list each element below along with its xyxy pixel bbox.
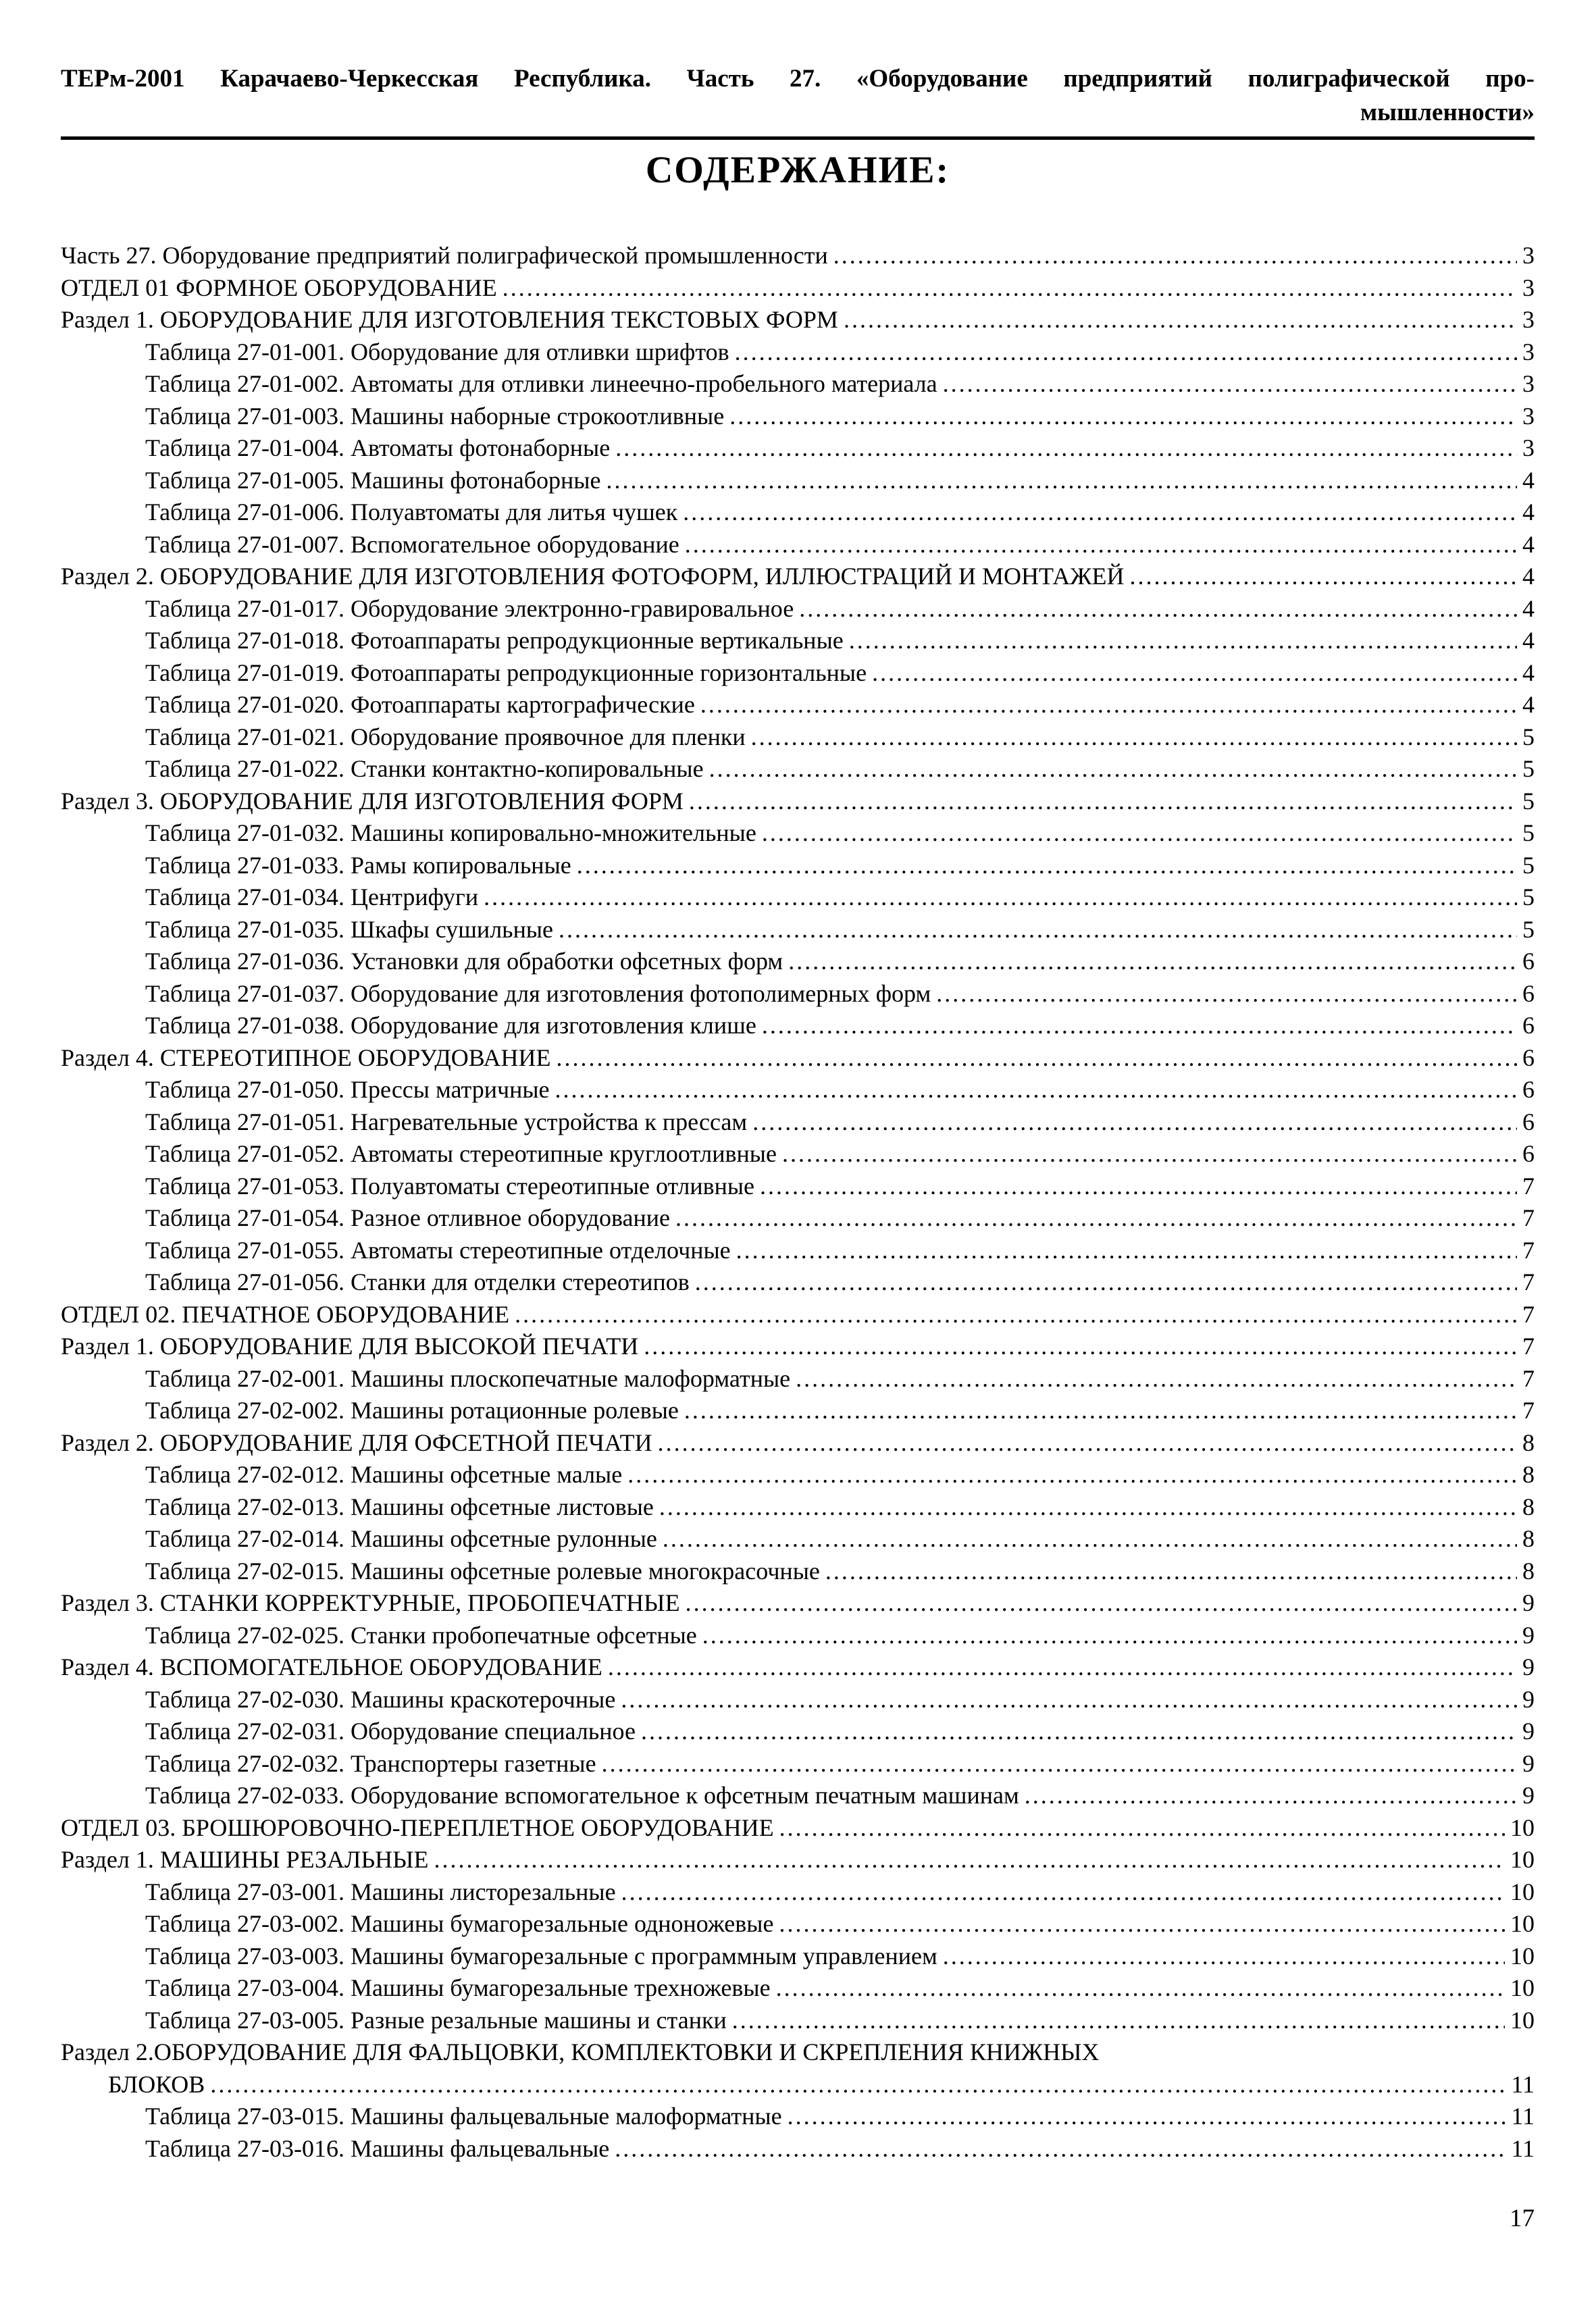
table-of-contents: [61, 240, 1535, 2165]
toc-entry: [145, 817, 1535, 850]
toc-dot-leader: [752, 1106, 1517, 1139]
toc-entry-label: Раздел 2. ОБОРУДОВАНИЕ ДЛЯ ИЗГОТОВЛЕНИЯ ФОТОФОРМ, ИЛЛЮСТРАЦИЙ И МОНТАЖЕЙ: [61, 563, 1125, 590]
toc-dot-leader: [844, 304, 1517, 336]
toc-entry-label: Таблица 27-01-004. Автоматы фотонаборные: [145, 434, 611, 461]
toc-page-number: 10: [1510, 1910, 1535, 1937]
toc-dot-leader: [695, 1266, 1517, 1299]
toc-entry-label: Таблица 27-01-034. Центрифуги: [145, 883, 479, 910]
toc-entry: [145, 946, 1535, 978]
toc-entry-label: Таблица 27-01-052. Автоматы стереотипные круглоотливные: [145, 1140, 777, 1167]
toc-dot-leader: [663, 1523, 1517, 1555]
toc-entry: [61, 2036, 1535, 2069]
toc-entry-label: Таблица 27-02-002. Машины ротационные ролевые: [145, 1397, 679, 1424]
toc-entry: [145, 1780, 1535, 1812]
toc-page-number: 11: [1511, 2103, 1535, 2130]
toc-page-number: 4: [1522, 691, 1535, 718]
toc-dot-leader: [556, 1042, 1517, 1075]
toc-page-number: 6: [1522, 948, 1535, 975]
toc-dot-leader: [943, 368, 1517, 401]
toc-entry: [61, 304, 1535, 336]
toc-dot-leader: [515, 1299, 1517, 1331]
toc-page-number: 7: [1522, 1204, 1535, 1231]
toc-entry: [145, 1235, 1535, 1267]
toc-dot-leader: [658, 1427, 1517, 1460]
toc-entry: [145, 721, 1535, 754]
toc-page-number: 3: [1522, 274, 1535, 301]
toc-entry: [145, 1491, 1535, 1524]
toc-page-number: 10: [1510, 1814, 1535, 1841]
toc-dot-leader: [689, 786, 1517, 818]
toc-dot-leader: [683, 496, 1517, 529]
toc-entry-label: Таблица 27-02-030. Машины краскотерочные: [145, 1685, 616, 1713]
toc-dot-leader: [943, 1940, 1505, 1973]
toc-page-number: 7: [1522, 1364, 1535, 1392]
toc-entry: [145, 1266, 1535, 1299]
toc-entry: [145, 1074, 1535, 1106]
toc-page-number: 8: [1522, 1557, 1535, 1585]
toc-page-number: 6: [1522, 1076, 1535, 1103]
toc-page-number: 9: [1522, 1621, 1535, 1649]
toc-entry-label: БЛОКОВ: [108, 2070, 205, 2098]
toc-page-number: 7: [1522, 1397, 1535, 1424]
toc-entry-label: Таблица 27-02-033. Оборудование вспомогательное к офсетным печатным машинам: [145, 1782, 1019, 1809]
toc-entry-label: ОТДЕЛ 01 ФОРМНОЕ ОБОРУДОВАНИЕ: [61, 274, 497, 301]
toc-dot-leader: [762, 817, 1517, 850]
toc-dot-leader: [644, 1331, 1517, 1363]
toc-dot-leader: [788, 2101, 1506, 2133]
toc-dot-leader: [788, 946, 1517, 978]
toc-entry: [145, 336, 1535, 369]
toc-page-number: 7: [1522, 1268, 1535, 1295]
toc-entry-label: Таблица 27-03-004. Машины бумагорезальные трехножевые: [145, 1974, 771, 2001]
toc-page-number: 10: [1510, 1942, 1535, 1970]
toc-entry-label: Таблица 27-02-013. Машины офсетные листовые: [145, 1493, 654, 1520]
toc-page-number: 5: [1522, 787, 1535, 815]
toc-page-number: 3: [1522, 434, 1535, 461]
toc-page-number: 3: [1522, 306, 1535, 333]
toc-page-number: 10: [1510, 1846, 1535, 1873]
toc-entry: [145, 1908, 1535, 1940]
toc-entry-label: Раздел 1. МАШИНЫ РЕЗАЛЬНЫЕ: [61, 1846, 429, 1873]
toc-dot-leader: [736, 1235, 1517, 1267]
toc-entry-label: Таблица 27-01-021. Оборудование проявочное для пленки: [145, 723, 746, 750]
toc-entry-label: Таблица 27-01-050. Прессы матричные: [145, 1076, 550, 1103]
toc-entry: [145, 881, 1535, 914]
toc-entry: [145, 1395, 1535, 1427]
toc-page-number: 9: [1522, 1685, 1535, 1713]
toc-dot-leader: [559, 914, 1517, 946]
toc-entry-label: Таблица 27-01-002. Автоматы для отливки линеечно-пробельного материала: [145, 370, 937, 397]
toc-dot-leader: [799, 593, 1517, 625]
toc-entry-label: Таблица 27-01-017. Оборудование электронно-гравировальное: [145, 594, 794, 622]
toc-dot-leader: [608, 1651, 1517, 1684]
toc-entry-label: Таблица 27-01-054. Разное отливное оборудование: [145, 1204, 671, 1231]
toc-title: СОДЕРЖАНИЕ:: [645, 149, 950, 191]
toc-entry-label: Раздел 2.ОБОРУДОВАНИЕ ДЛЯ ФАЛЬЦОВКИ, КОМПЛЕКТОВКИ И СКРЕПЛЕНИЯ КНИЖНЫХ: [61, 2038, 1100, 2065]
toc-dot-leader: [641, 1716, 1517, 1748]
toc-dot-leader: [779, 1908, 1505, 1940]
toc-entry: [61, 272, 1535, 305]
toc-entry-label: Таблица 27-03-016. Машины фальцевальные: [145, 2134, 610, 2162]
toc-entry: [145, 2101, 1535, 2133]
toc-dot-leader: [796, 1363, 1517, 1395]
toc-dot-leader: [621, 1876, 1505, 1909]
toc-dot-leader: [602, 1748, 1517, 1780]
toc-page-number: 11: [1511, 2070, 1535, 2098]
toc-page-number: 11: [1511, 2134, 1535, 2162]
toc-page-number: 6: [1522, 1012, 1535, 1039]
toc-entry-label: Раздел 1. ОБОРУДОВАНИЕ ДЛЯ ВЫСОКОЙ ПЕЧАТИ: [61, 1333, 639, 1360]
toc-dot-leader: [735, 336, 1517, 369]
toc-page-number: 3: [1522, 402, 1535, 430]
toc-dot-leader: [484, 881, 1517, 914]
toc-page-number: 4: [1522, 466, 1535, 494]
running-header: [61, 62, 1535, 130]
toc-entry-label: Таблица 27-02-014. Машины офсетные рулонные: [145, 1525, 657, 1552]
toc-dot-leader: [709, 753, 1517, 786]
toc-entry-label: Таблица 27-01-056. Станки для отделки стереотипов: [145, 1268, 690, 1295]
toc-entry-label: Таблица 27-01-055. Автоматы стереотипные отделочные: [145, 1236, 731, 1264]
toc-dot-leader: [555, 1074, 1517, 1106]
toc-entry-label: Таблица 27-02-031. Оборудование специальное: [145, 1718, 636, 1745]
toc-entry: [61, 1651, 1535, 1684]
toc-entry-label: Таблица 27-02-015. Машины офсетные ролевые многокрасочные: [145, 1557, 820, 1585]
toc-entry: [145, 1876, 1535, 1909]
toc-entry: [145, 1106, 1535, 1139]
toc-entry-label: Таблица 27-01-006. Полуавтоматы для литья чушек: [145, 498, 678, 525]
toc-page-number: 3: [1522, 338, 1535, 365]
toc-page-number: 5: [1522, 851, 1535, 879]
toc-entry: [145, 978, 1535, 1010]
toc-entry-label: Таблица 27-01-038. Оборудование для изготовления клише: [145, 1012, 756, 1039]
toc-page-number: 4: [1522, 498, 1535, 525]
toc-entry: [145, 1555, 1535, 1588]
toc-entry-label: Таблица 27-01-033. Рамы копировальные: [145, 851, 571, 879]
toc-dot-leader: [686, 1587, 1517, 1620]
toc-dot-leader: [872, 657, 1517, 690]
toc-dot-leader: [615, 2133, 1505, 2165]
running-header-line1: ТЕРм-2001 Карачаево-Черкесская Республика. Часть 27. «Оборудование предприятий полиграфической про-: [61, 65, 1535, 93]
toc-entry: [145, 1202, 1535, 1235]
header-rule: [61, 136, 1535, 140]
toc-page-number: 6: [1522, 1044, 1535, 1071]
toc-entry: [145, 401, 1535, 433]
toc-entry: [108, 2069, 1535, 2101]
toc-page-number: 6: [1522, 1140, 1535, 1167]
toc-entry: [145, 432, 1535, 465]
toc-dot-leader: [729, 401, 1517, 433]
toc-entry: [145, 2133, 1535, 2165]
toc-entry: [61, 240, 1535, 272]
toc-entry-label: Раздел 2. ОБОРУДОВАНИЕ ДЛЯ ОФСЕТНОЙ ПЕЧАТИ: [61, 1429, 652, 1456]
toc-dot-leader: [751, 721, 1517, 754]
toc-entry-label: Раздел 4. СТЕРЕОТИПНОЕ ОБОРУДОВАНИЕ: [61, 1044, 551, 1071]
folio-page-number: 17: [1510, 2205, 1535, 2232]
toc-entry-label: Таблица 27-01-037. Оборудование для изготовления фотополимерных форм: [145, 979, 931, 1007]
toc-dot-leader: [779, 1812, 1505, 1845]
toc-entry: [145, 1972, 1535, 2005]
toc-entry: [61, 1299, 1535, 1331]
toc-entry: [145, 2005, 1535, 2037]
toc-dot-leader: [503, 272, 1517, 305]
toc-entry: [61, 1844, 1535, 1876]
toc-entry: [145, 625, 1535, 657]
toc-entry: [145, 657, 1535, 690]
toc-entry-label: Таблица 27-01-018. Фотоаппараты репродукционные вертикальные: [145, 627, 844, 654]
toc-page-number: 4: [1522, 530, 1535, 558]
toc-dot-leader: [659, 1491, 1517, 1524]
toc-entry: [145, 465, 1535, 497]
toc-dot-leader: [685, 529, 1517, 561]
toc-entry-label: Таблица 27-03-005. Разные резальные машины и станки: [145, 2006, 727, 2034]
toc-page-number: 7: [1522, 1300, 1535, 1328]
toc-page-number: 4: [1522, 659, 1535, 686]
toc-entry: [145, 1940, 1535, 1973]
toc-page-number: 9: [1522, 1782, 1535, 1809]
toc-dot-leader: [700, 689, 1517, 721]
toc-entry-label: Часть 27. Оборудование предприятий полиграфической промышленности: [61, 242, 828, 269]
toc-page-number: 7: [1522, 1333, 1535, 1360]
toc-entry-label: Таблица 27-02-012. Машины офсетные малые: [145, 1461, 623, 1488]
toc-entry: [61, 1042, 1535, 1075]
toc-dot-leader: [675, 1202, 1517, 1235]
toc-page-number: 7: [1522, 1236, 1535, 1264]
toc-page-number: 5: [1522, 915, 1535, 943]
toc-entry: [145, 1523, 1535, 1555]
toc-entry-label: Таблица 27-02-001. Машины плоскопечатные малоформатные: [145, 1364, 791, 1392]
toc-entry-label: Таблица 27-03-001. Машины листорезальные: [145, 1878, 616, 1905]
toc-entry: [145, 1620, 1535, 1652]
toc-page-number: 6: [1522, 979, 1535, 1007]
toc-entry-label: Таблица 27-01-007. Вспомогательное оборудование: [145, 530, 679, 558]
toc-entry-label: Таблица 27-01-036. Установки для обработки офсетных форм: [145, 948, 783, 975]
toc-entry-label: ОТДЕЛ 03. БРОШЮРОВОЧНО-ПЕРЕПЛЕТНОЕ ОБОРУДОВАНИЕ: [61, 1814, 774, 1841]
toc-entry: [145, 1459, 1535, 1491]
toc-entry: [145, 1363, 1535, 1395]
toc-entry-label: Таблица 27-01-051. Нагревательные устройства к прессам: [145, 1108, 748, 1135]
toc-page-number: 9: [1522, 1589, 1535, 1616]
running-header-line2: мышленности»: [1360, 99, 1535, 126]
toc-entry-label: Таблица 27-01-022. Станки контактно-копировальные: [145, 755, 704, 782]
toc-entry: [61, 1427, 1535, 1460]
toc-entry: [61, 1331, 1535, 1363]
toc-dot-leader: [702, 1620, 1517, 1652]
toc-entry: [61, 1587, 1535, 1620]
toc-dot-leader: [732, 2005, 1505, 2037]
toc-page-number: 9: [1522, 1749, 1535, 1777]
toc-entry: [145, 1716, 1535, 1748]
toc-entry-label: Таблица 27-02-025. Станки пробопечатные офсетные: [145, 1621, 697, 1649]
toc-entry-label: Раздел 3. СТАНКИ КОРРЕКТУРНЫЕ, ПРОБОПЕЧАТНЫЕ: [61, 1589, 680, 1616]
toc-page-number: 5: [1522, 883, 1535, 910]
toc-page-number: 10: [1510, 1878, 1535, 1905]
toc-dot-leader: [434, 1844, 1505, 1876]
toc-entry-label: ОТДЕЛ 02. ПЕЧАТНОЕ ОБОРУДОВАНИЕ: [61, 1300, 510, 1328]
toc-entry-label: Таблица 27-01-020. Фотоаппараты картографические: [145, 691, 695, 718]
toc-entry: [145, 914, 1535, 946]
toc-page-number: 3: [1522, 242, 1535, 269]
toc-entry: [145, 496, 1535, 529]
toc-dot-leader: [825, 1555, 1517, 1588]
toc-page-number: 5: [1522, 723, 1535, 750]
toc-entry-label: Таблица 27-01-053. Полуавтоматы стереотипные отливные: [145, 1172, 755, 1200]
toc-entry-label: Раздел 1. ОБОРУДОВАНИЕ ДЛЯ ИЗГОТОВЛЕНИЯ ТЕКСТОВЫХ ФОРМ: [61, 306, 838, 333]
toc-dot-leader: [833, 240, 1517, 272]
toc-entry: [145, 753, 1535, 786]
toc-entry-label: Таблица 27-01-003. Машины наборные строкоотливные: [145, 402, 725, 430]
toc-entry-label: Таблица 27-03-003. Машины бумагорезальные с программным управлением: [145, 1942, 937, 1970]
toc-entry: [145, 1171, 1535, 1203]
toc-entry: [145, 529, 1535, 561]
toc-dot-leader: [782, 1138, 1517, 1171]
toc-dot-leader: [936, 978, 1517, 1010]
toc-entry-label: Таблица 27-03-015. Машины фальцевальные малоформатные: [145, 2103, 782, 2130]
toc-entry: [61, 561, 1535, 593]
toc-entry-label: Таблица 27-02-032. Транспортеры газетные: [145, 1749, 596, 1777]
toc-entry: [61, 1812, 1535, 1845]
toc-page-number: 5: [1522, 819, 1535, 846]
toc-dot-leader: [684, 1395, 1517, 1427]
toc-dot-leader: [627, 1459, 1517, 1491]
toc-dot-leader: [776, 1972, 1505, 2005]
toc-entry: [145, 368, 1535, 401]
toc-page-number: 9: [1522, 1718, 1535, 1745]
toc-page-number: 4: [1522, 563, 1535, 590]
toc-entry: [145, 593, 1535, 625]
toc-entry-label: Таблица 27-03-002. Машины бумагорезальные одноножевые: [145, 1910, 774, 1937]
toc-dot-leader: [621, 1684, 1517, 1716]
toc-entry: [145, 1748, 1535, 1780]
toc-page-number: 9: [1522, 1653, 1535, 1680]
toc-dot-leader: [760, 1171, 1517, 1203]
toc-entry-label: Таблица 27-01-005. Машины фотонаборные: [145, 466, 601, 494]
toc-page-number: 6: [1522, 1108, 1535, 1135]
toc-page-number: 10: [1510, 1974, 1535, 2001]
toc-dot-leader: [577, 850, 1517, 882]
toc-entry-label: Таблица 27-01-032. Машины копировально-множительные: [145, 819, 756, 846]
toc-entry: [145, 689, 1535, 721]
toc-entry: [145, 850, 1535, 882]
toc-entry: [145, 1684, 1535, 1716]
toc-page-number: 10: [1510, 2006, 1535, 2034]
toc-page-number: 7: [1522, 1172, 1535, 1200]
toc-dot-leader: [1129, 561, 1517, 593]
toc-dot-leader: [1025, 1780, 1517, 1812]
toc-dot-leader: [606, 465, 1517, 497]
toc-dot-leader: [849, 625, 1517, 657]
toc-entry-label: Таблица 27-01-019. Фотоаппараты репродукционные горизонтальные: [145, 659, 867, 686]
toc-page-number: 8: [1522, 1525, 1535, 1552]
toc-dot-leader: [210, 2069, 1505, 2101]
toc-dot-leader: [615, 432, 1517, 465]
toc-page-number: 8: [1522, 1493, 1535, 1520]
toc-entry: [145, 1010, 1535, 1042]
toc-page-number: 4: [1522, 594, 1535, 622]
toc-page-number: 8: [1522, 1461, 1535, 1488]
toc-entry-label: Раздел 4. ВСПОМОГАТЕЛЬНОЕ ОБОРУДОВАНИЕ: [61, 1653, 602, 1680]
toc-entry: [145, 1138, 1535, 1171]
toc-page-number: 5: [1522, 755, 1535, 782]
toc-entry-label: Таблица 27-01-001. Оборудование для отливки шрифтов: [145, 338, 729, 365]
toc-dot-leader: [762, 1010, 1517, 1042]
toc-entry: [61, 786, 1535, 818]
toc-page-number: 4: [1522, 627, 1535, 654]
toc-entry-label: Раздел 3. ОБОРУДОВАНИЕ ДЛЯ ИЗГОТОВЛЕНИЯ ФОРМ: [61, 787, 684, 815]
toc-page-number: 8: [1522, 1429, 1535, 1456]
toc-page-number: 3: [1522, 370, 1535, 397]
toc-entry-label: Таблица 27-01-035. Шкафы сушильные: [145, 915, 554, 943]
